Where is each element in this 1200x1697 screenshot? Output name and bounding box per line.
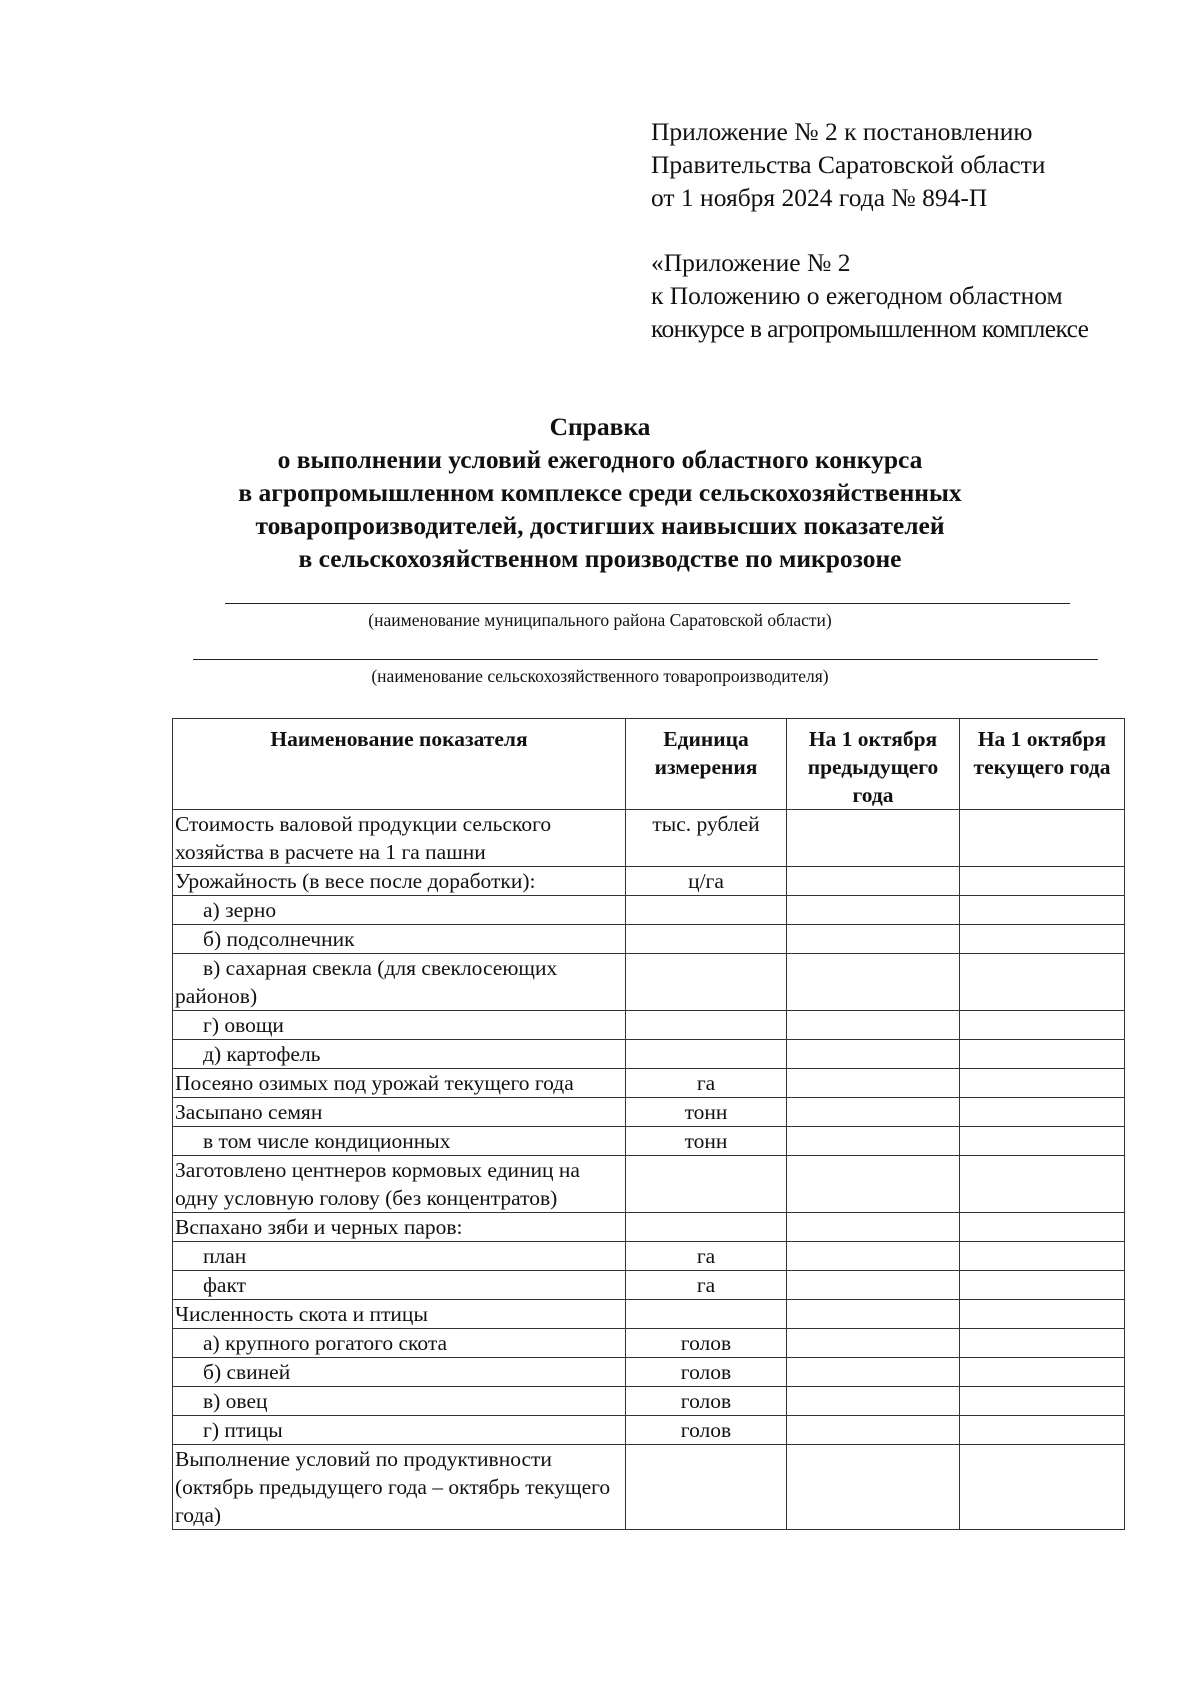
table-row — [173, 1329, 1125, 1358]
value-curr-year[interactable] — [960, 1329, 1125, 1358]
indicator-unit: га — [626, 1271, 787, 1300]
indicator-name: Выполнение условий по продуктивности (октябрь предыдущего года – октябрь текущего года) — [173, 1445, 626, 1530]
indicator-unit: га — [626, 1242, 787, 1271]
table-row — [173, 1156, 1125, 1213]
annex-line: от 1 ноября 2024 года № 894-П — [651, 183, 988, 212]
value-curr-year[interactable] — [960, 954, 1125, 1011]
header-prev-year: На 1 октября предыдущего года — [787, 719, 960, 810]
value-prev-year[interactable] — [787, 1387, 960, 1416]
indicator-name: а) крупного рогатого скота — [173, 1329, 626, 1358]
value-prev-year[interactable] — [787, 1069, 960, 1098]
table-row — [173, 1242, 1125, 1271]
annex-line: Правительства Саратовской области — [651, 150, 1046, 179]
title-line: Справка — [549, 412, 651, 441]
value-prev-year[interactable] — [787, 1329, 960, 1358]
indicator-unit: тыс. рублей — [626, 810, 787, 867]
indicator-name: г) птицы — [173, 1416, 626, 1445]
indicator-unit: га — [626, 1069, 787, 1098]
indicator-name: б) свиней — [173, 1358, 626, 1387]
indicator-unit: голов — [626, 1416, 787, 1445]
header-indicator-name: Наименование показателя — [173, 719, 626, 810]
value-curr-year[interactable] — [960, 1416, 1125, 1445]
indicator-unit — [626, 954, 787, 1011]
value-curr-year[interactable] — [960, 1011, 1125, 1040]
table-row — [173, 1069, 1125, 1098]
table-row — [173, 925, 1125, 954]
indicator-name: в том числе кондиционных — [173, 1127, 626, 1156]
header-curr-year: На 1 октября текущего года — [960, 719, 1125, 810]
value-curr-year[interactable] — [960, 810, 1125, 867]
indicator-unit — [626, 1445, 787, 1530]
indicator-unit: голов — [626, 1387, 787, 1416]
table-row — [173, 1416, 1125, 1445]
value-prev-year[interactable] — [787, 1011, 960, 1040]
indicator-name: Заготовлено центнеров кормовых единиц на одну условную голову (без концентратов) — [173, 1156, 626, 1213]
indicator-name: Стоимость валовой продукции сельского хозяйства в расчете на 1 га пашни — [173, 810, 626, 867]
producer-blank-line[interactable] — [193, 659, 1098, 660]
indicator-unit — [626, 1300, 787, 1329]
table-row — [173, 1213, 1125, 1242]
value-prev-year[interactable] — [787, 1300, 960, 1329]
value-curr-year[interactable] — [960, 867, 1125, 896]
indicator-name: в) овец — [173, 1387, 626, 1416]
indicator-unit — [626, 1156, 787, 1213]
value-curr-year[interactable] — [960, 1213, 1125, 1242]
indicator-name: б) подсолнечник — [173, 925, 626, 954]
value-prev-year[interactable] — [787, 1271, 960, 1300]
value-prev-year[interactable] — [787, 1242, 960, 1271]
indicator-unit — [626, 925, 787, 954]
district-blank-line[interactable] — [225, 603, 1070, 604]
indicator-unit: ц/га — [626, 867, 787, 896]
indicator-unit — [626, 1040, 787, 1069]
value-prev-year[interactable] — [787, 1098, 960, 1127]
indicator-name: а) зерно — [173, 896, 626, 925]
value-curr-year[interactable] — [960, 1445, 1125, 1530]
indicator-unit — [626, 1213, 787, 1242]
annex-line: к Положению о ежегодном областном — [651, 281, 1063, 310]
value-curr-year[interactable] — [960, 1387, 1125, 1416]
value-curr-year[interactable] — [960, 1300, 1125, 1329]
value-curr-year[interactable] — [960, 1358, 1125, 1387]
title-line: в агропромышленном комплексе среди сельскохозяйственных — [238, 478, 962, 507]
indicator-name: Вспахано зяби и черных паров: — [173, 1213, 626, 1242]
value-prev-year[interactable] — [787, 1358, 960, 1387]
table-row — [173, 1040, 1125, 1069]
value-curr-year[interactable] — [960, 1156, 1125, 1213]
annex-reference — [651, 115, 1045, 214]
annex-to-regulation — [651, 246, 1088, 345]
table-row — [173, 1445, 1125, 1530]
indicator-name: Посеяно озимых под урожай текущего года — [173, 1069, 626, 1098]
table-row — [173, 1271, 1125, 1300]
value-prev-year[interactable] — [787, 810, 960, 867]
indicator-unit — [626, 896, 787, 925]
value-prev-year[interactable] — [787, 925, 960, 954]
annex-line: конкурсе в агропромышленном комплексе — [651, 314, 1089, 343]
indicators-table — [172, 718, 1125, 1530]
indicator-name: план — [173, 1242, 626, 1271]
annex-line: «Приложение № 2 — [651, 248, 851, 277]
indicator-unit: тонн — [626, 1098, 787, 1127]
indicator-unit — [626, 1011, 787, 1040]
table-row — [173, 1387, 1125, 1416]
district-caption: (наименование муниципального района Саратовской области) — [368, 610, 832, 630]
indicator-name: Урожайность (в весе после доработки): — [173, 867, 626, 896]
table-row — [173, 1011, 1125, 1040]
value-curr-year[interactable] — [960, 925, 1125, 954]
indicator-unit: голов — [626, 1329, 787, 1358]
indicator-name: Засыпано семян — [173, 1098, 626, 1127]
indicator-unit: тонн — [626, 1127, 787, 1156]
value-curr-year[interactable] — [960, 896, 1125, 925]
table-row — [173, 1358, 1125, 1387]
indicator-unit: голов — [626, 1358, 787, 1387]
title-line: товаропроизводителей, достигших наивысших показателей — [255, 511, 945, 540]
value-curr-year[interactable] — [960, 1040, 1125, 1069]
value-prev-year[interactable] — [787, 896, 960, 925]
indicator-name-text: в) сахарная свекла (для свеклосеющих районов) — [175, 956, 558, 1008]
value-curr-year[interactable] — [960, 1242, 1125, 1271]
table-row — [173, 1127, 1125, 1156]
title-line: в сельскохозяйственном производстве по микрозоне — [298, 544, 902, 573]
indicator-name: Численность скота и птицы — [173, 1300, 626, 1329]
value-curr-year[interactable] — [960, 1271, 1125, 1300]
value-prev-year[interactable] — [787, 1156, 960, 1213]
table-row — [173, 1098, 1125, 1127]
table-row — [173, 867, 1125, 896]
table-row — [173, 1300, 1125, 1329]
indicator-name: факт — [173, 1271, 626, 1300]
value-prev-year[interactable] — [787, 1040, 960, 1069]
producer-caption: (наименование сельскохозяйственного товаропроизводителя) — [371, 666, 829, 686]
title-line: о выполнении условий ежегодного областного конкурса — [277, 445, 923, 474]
indicator-name: г) овощи — [173, 1011, 626, 1040]
header-unit: Единица измерения — [626, 719, 787, 810]
table-row — [173, 954, 1125, 1011]
value-curr-year[interactable] — [960, 1069, 1125, 1098]
table-header-row — [173, 719, 1125, 810]
indicator-name: д) картофель — [173, 1040, 626, 1069]
value-prev-year[interactable] — [787, 1127, 960, 1156]
value-curr-year[interactable] — [960, 1127, 1125, 1156]
value-prev-year[interactable] — [787, 954, 960, 1011]
value-prev-year[interactable] — [787, 1445, 960, 1530]
annex-line: Приложение № 2 к постановлению — [651, 117, 1033, 146]
table-row — [173, 896, 1125, 925]
table-row — [173, 810, 1125, 867]
value-prev-year[interactable] — [787, 1213, 960, 1242]
value-prev-year[interactable] — [787, 1416, 960, 1445]
document-title — [0, 410, 1200, 575]
value-prev-year[interactable] — [787, 867, 960, 896]
value-curr-year[interactable] — [960, 1098, 1125, 1127]
indicator-name — [173, 954, 626, 1011]
